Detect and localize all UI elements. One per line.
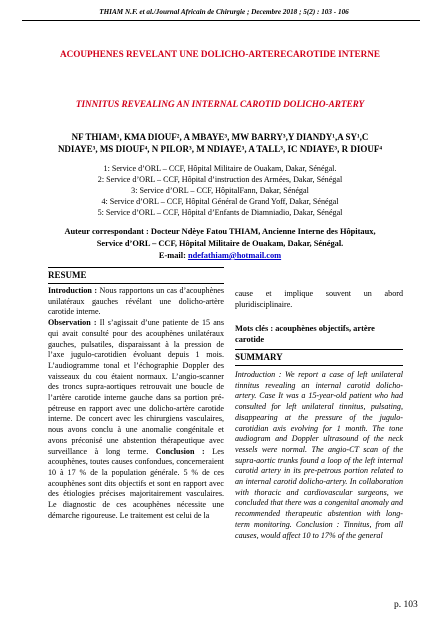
page-number: p. 103 <box>394 600 418 610</box>
summary-rule-bottom <box>235 365 403 366</box>
author-line-1: NF THIAM¹, KMA DIOUF², A MBAYE³, MW BARRY³,Y DIANDY¹,A SY¹,C <box>71 132 369 142</box>
keywords: Mots clés : acouphènes objectifs, artère carotide <box>235 324 375 344</box>
affiliation-3: 3: Service d’ORL – CCF, HôpitalFann, Dakar, Sénégal <box>131 186 309 195</box>
header-rule <box>22 20 420 21</box>
affiliation-5: 5: Service d’ORL – CCF, Hôpital d’Enfants de Diamniadio, Dakar, Sénégal <box>97 208 343 217</box>
affiliation-4: 4: Service d’ORL – CCF, Hôpital Général de Grand Yoff, Dakar, Sénégal <box>101 197 339 206</box>
corresponding-line-1: Auteur correspondant : Docteur Ndèye Fatou THIAM, Ancienne Interne des Hôpitaux, <box>64 227 376 236</box>
email-label: E-mail: <box>158 251 188 260</box>
introduction-text: Nous rapportons un cas d’acouphènes unilatéraux gauches révélant une dolicho-artère carotide interne. <box>48 286 224 317</box>
conclusion-text: Les acouphènes, toutes causes confondues, concerneraient 10 à 17 % de la population générale. 5 % de ces acouphènes sont dits objectifs et sont en rapport avec des étiologies précises majoritairement vasculaires. Le diagnostic de ces acouphènes nécessite une démarche rigoureuse. Le traitement est celui de la <box>48 446 224 520</box>
resume-continued: cause et implique souvent un abord pluridisciplinaire. <box>235 289 403 309</box>
title-english: TINNITUS REVEALING AN INTERNAL CAROTID DOLICHO-ARTERY <box>75 99 365 109</box>
running-header: THIAM N.F. et al./Journal Africain de Chirurgie ; Decembre 2018 ; 5(2) : 103 - 106 <box>99 8 349 16</box>
resume-rule-bottom <box>48 283 224 284</box>
affiliation-1: 1: Service d’ORL – CCF, Hôpital Militaire de Ouakam, Dakar, Sénégal. <box>103 164 337 173</box>
summary-rule-top <box>235 349 403 350</box>
email-link[interactable]: ndefathiam@hotmail.com <box>187 251 282 260</box>
observation-text: Il s’agissait d’une patiente de 15 ans qui avait consulté pour des acouphènes unilatéraux gauches, pulsatiles, disparaissant à la pression de l’axe jugulo-carotidien évoluant depuis 1 mois. L’audiogramme tonal et l’échographie Doppler des vaisseaux du cou étaient normaux. L’angio-scanner des troncs supra-aortiques retrouvait une boucle de l’artère carotide interne gauche dans sa portion pré-pétreuse en rapport avec une dolicho-artère carotide interne. De concert avec les chirurgiens vasculaires, nous avons conclu à une anomalie congénitale et avons préconisé une abstention thérapeutique avec surveillance à long terme. <box>48 318 224 456</box>
resume-introduction <box>48 286 224 318</box>
resume-heading: RESUME <box>48 270 87 280</box>
affiliation-2: 2: Service d’ORL – CCF, Hôpital d’instruction des Armées, Dakar, Sénégal <box>97 175 343 184</box>
corresponding-line-2: Service d’ORL – CCF, Hôpital Militaire de Ouakam, Dakar, Sénégal. <box>96 239 344 248</box>
title-french: ACOUPHENES REVELANT UNE DOLICHO-ARTERECAROTIDE INTERNE <box>59 49 381 59</box>
resume-observation <box>48 318 224 521</box>
introduction-label: Introduction : <box>48 286 98 295</box>
conclusion-label: Conclusion : <box>155 446 205 456</box>
author-line-2: NDIAYE³, MS DIOUF⁴, N PILOR³, M NDIAYE³, A TALL³, IC NDIAYE³, R DIOUF⁴ <box>57 144 383 154</box>
resume-body <box>48 286 224 521</box>
author-list <box>20 131 420 155</box>
email-line <box>20 250 420 262</box>
summary-body: Introduction : We report a case of left unilateral tinnitus revealing an internal carotid dolicho-artery. Case It was a 15-year-old patient who had consulted for left unilateral tinnitus, pulsating, disappearing at the pressure of the jugulo-carotidian axis evolving for 1 month. The tone audiogram and Doppler ultrasound of the neck vessels were normal. The angio-CT scan of the supra-aortic trunks found a loop of the left internal carotid artery in its pre-petrous portion related to an internal carotid dolicho-artery. In collaboration with thoracic and cardiovascular surgeons, we concluded that there was a congenital anomaly and recommended therapeutic abstention with long-term monitoring. Conclusion : Tinnitus, from all causes, would affect 10 to 17% of the general <box>235 370 403 540</box>
resume-rule-top <box>48 267 224 268</box>
corresponding-author <box>20 226 420 262</box>
affiliations <box>30 163 410 218</box>
summary-heading: SUMMARY <box>235 352 283 362</box>
observation-label: Observation : <box>48 318 97 328</box>
